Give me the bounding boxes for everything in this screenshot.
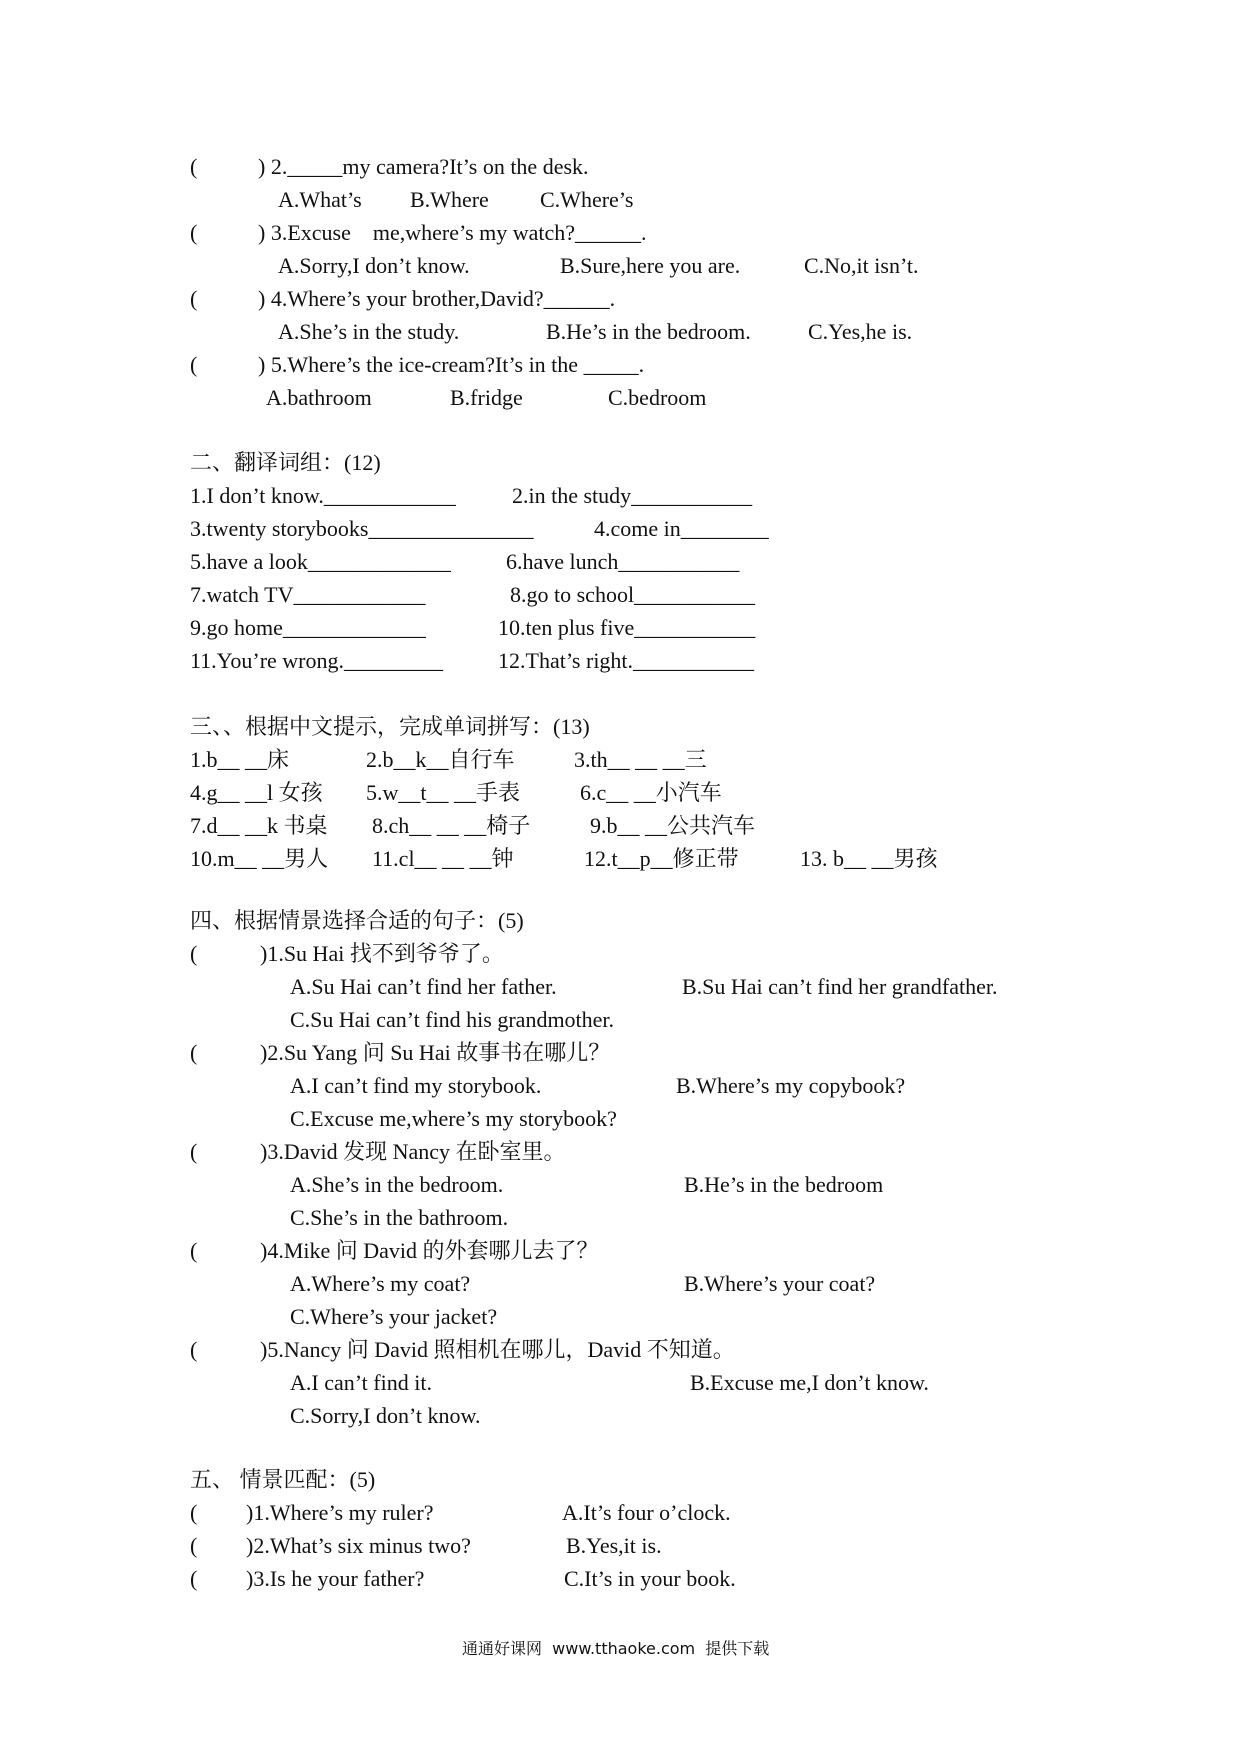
option-b: B.Excuse me,I don’t know.: [690, 1370, 929, 1395]
answer-paren: (: [190, 1238, 198, 1263]
translate-item: 5.have a look_____________: [190, 549, 451, 574]
answer-paren: (: [190, 941, 198, 966]
spelling-item: 5.w__t__ __手表: [366, 780, 521, 805]
option-c: C.She’s in the bathroom.: [290, 1205, 509, 1230]
translate-item: 1.I don’t know.____________: [190, 483, 456, 508]
match-answer: B.Yes,it is.: [566, 1533, 662, 1558]
option-a: A.Sorry,I don’t know.: [278, 253, 470, 278]
option-a: A.I can’t find my storybook.: [290, 1073, 542, 1098]
question-text: ) 4.Where’s your brother,David?______.: [258, 286, 616, 311]
translate-item: 11.You’re wrong._________: [190, 648, 443, 673]
option-c: C.No,it isn’t.: [804, 253, 919, 278]
question-text: )5.Nancy 问 David 照相机在哪儿，David 不知道。: [260, 1337, 735, 1362]
option-c: C.Where’s: [540, 187, 634, 212]
translate-item: 9.go home_____________: [190, 615, 426, 640]
option-a: A.She’s in the bedroom.: [290, 1172, 504, 1197]
question-text: )3.David 发现 Nancy 在卧室里。: [260, 1139, 566, 1164]
answer-paren: (: [190, 1040, 198, 1065]
translate-item: 4.come in________: [594, 516, 769, 541]
answer-paren: (: [190, 1533, 198, 1558]
question-text: )4.Mike 问 David 的外套哪儿去了？: [260, 1238, 599, 1263]
option-b: B.Su Hai can’t find her grandfather.: [682, 974, 998, 999]
spelling-item: 1.b__ __床: [190, 747, 290, 772]
answer-paren: (: [190, 1139, 198, 1164]
option-b: B.fridge: [450, 385, 523, 410]
match-question: )2.What’s six minus two?: [246, 1533, 471, 1558]
option-b: B.He’s in the bedroom: [684, 1172, 884, 1197]
option-a: A.Su Hai can’t find her father.: [290, 974, 557, 999]
option-c: C.Where’s your jacket?: [290, 1304, 498, 1329]
option-a: A.What’s: [278, 187, 362, 212]
option-b: B.Sure,here you are.: [560, 253, 741, 278]
option-a: A.bathroom: [266, 385, 372, 410]
answer-paren: (: [190, 352, 198, 377]
option-a: A.I can’t find it.: [290, 1370, 432, 1395]
answer-paren: (: [190, 286, 198, 311]
option-c: C.Sorry,I don’t know.: [290, 1403, 481, 1428]
spelling-item: 7.d__ __k 书桌: [190, 813, 328, 838]
section-heading-2: 二、翻译词组：(12): [190, 450, 381, 475]
option-b: B.Where: [410, 187, 489, 212]
spelling-item: 11.cl__ __ __钟: [372, 846, 514, 871]
translate-item: 7.watch TV____________: [190, 582, 426, 607]
question-text: ) 5.Where’s the ice-cream?It’s in the _____.: [258, 352, 645, 377]
translate-item: 6.have lunch___________: [506, 549, 740, 574]
match-question: )3.Is he your father?: [246, 1566, 425, 1591]
match-answer: A.It’s four o’clock.: [562, 1500, 731, 1525]
translate-item: 8.go to school___________: [510, 582, 756, 607]
match-question: )1.Where’s my ruler?: [246, 1500, 434, 1525]
section-heading-5: 五、 情景匹配：(5): [190, 1467, 376, 1492]
option-b: B.Where’s your coat?: [684, 1271, 876, 1296]
match-answer: C.It’s in your book.: [564, 1566, 736, 1591]
spelling-item: 6.c__ __小汽车: [580, 780, 722, 805]
answer-paren: (: [190, 1337, 198, 1362]
option-c: C.Su Hai can’t find his grandmother.: [290, 1007, 615, 1032]
option-a: A.Where’s my coat?: [290, 1271, 471, 1296]
section-heading-4: 四、根据情景选择合适的句子：(5): [190, 908, 524, 933]
answer-paren: (: [190, 1500, 198, 1525]
translate-item: 3.twenty storybooks_______________: [190, 516, 534, 541]
spelling-item: 3.th__ __ __三: [574, 747, 707, 772]
option-c: C.Excuse me,where’s my storybook?: [290, 1106, 617, 1131]
spelling-item: 13. b__ __男孩: [800, 846, 938, 871]
question-text: ) 3.Excuse me,where’s my watch?______.: [258, 220, 647, 245]
spelling-item: 4.g__ __l 女孩: [190, 780, 323, 805]
answer-paren: (: [190, 1566, 198, 1591]
spelling-item: 9.b__ __公共汽车: [590, 813, 756, 838]
option-b: B.Where’s my copybook?: [676, 1073, 906, 1098]
question-text: ) 2._____my camera?It’s on the desk.: [258, 154, 589, 179]
page-footer: 通通好课网 www.tthaoke.com 提供下载: [462, 1639, 770, 1658]
translate-item: 10.ten plus five___________: [498, 615, 756, 640]
option-c: C.bedroom: [608, 385, 707, 410]
section-heading-3: 三、、根据中文提示，完成单词拼写：(13): [190, 714, 590, 739]
question-text: )2.Su Yang 问 Su Hai 故事书在哪儿？: [260, 1040, 611, 1065]
option-a: A.She’s in the study.: [278, 319, 460, 344]
spelling-item: 10.m__ __男人: [190, 846, 329, 871]
option-c: C.Yes,he is.: [808, 319, 913, 344]
spelling-item: 12.t__p__修正带: [584, 846, 739, 871]
translate-item: 12.That’s right.___________: [498, 648, 755, 673]
answer-paren: (: [190, 220, 198, 245]
spelling-item: 8.ch__ __ __椅子: [372, 813, 531, 838]
spelling-item: 2.b__k__自行车: [366, 747, 515, 772]
translate-item: 2.in the study___________: [512, 483, 753, 508]
question-text: )1.Su Hai 找不到爷爷了。: [260, 941, 504, 966]
answer-paren: (: [190, 154, 198, 179]
option-b: B.He’s in the bedroom.: [546, 319, 751, 344]
